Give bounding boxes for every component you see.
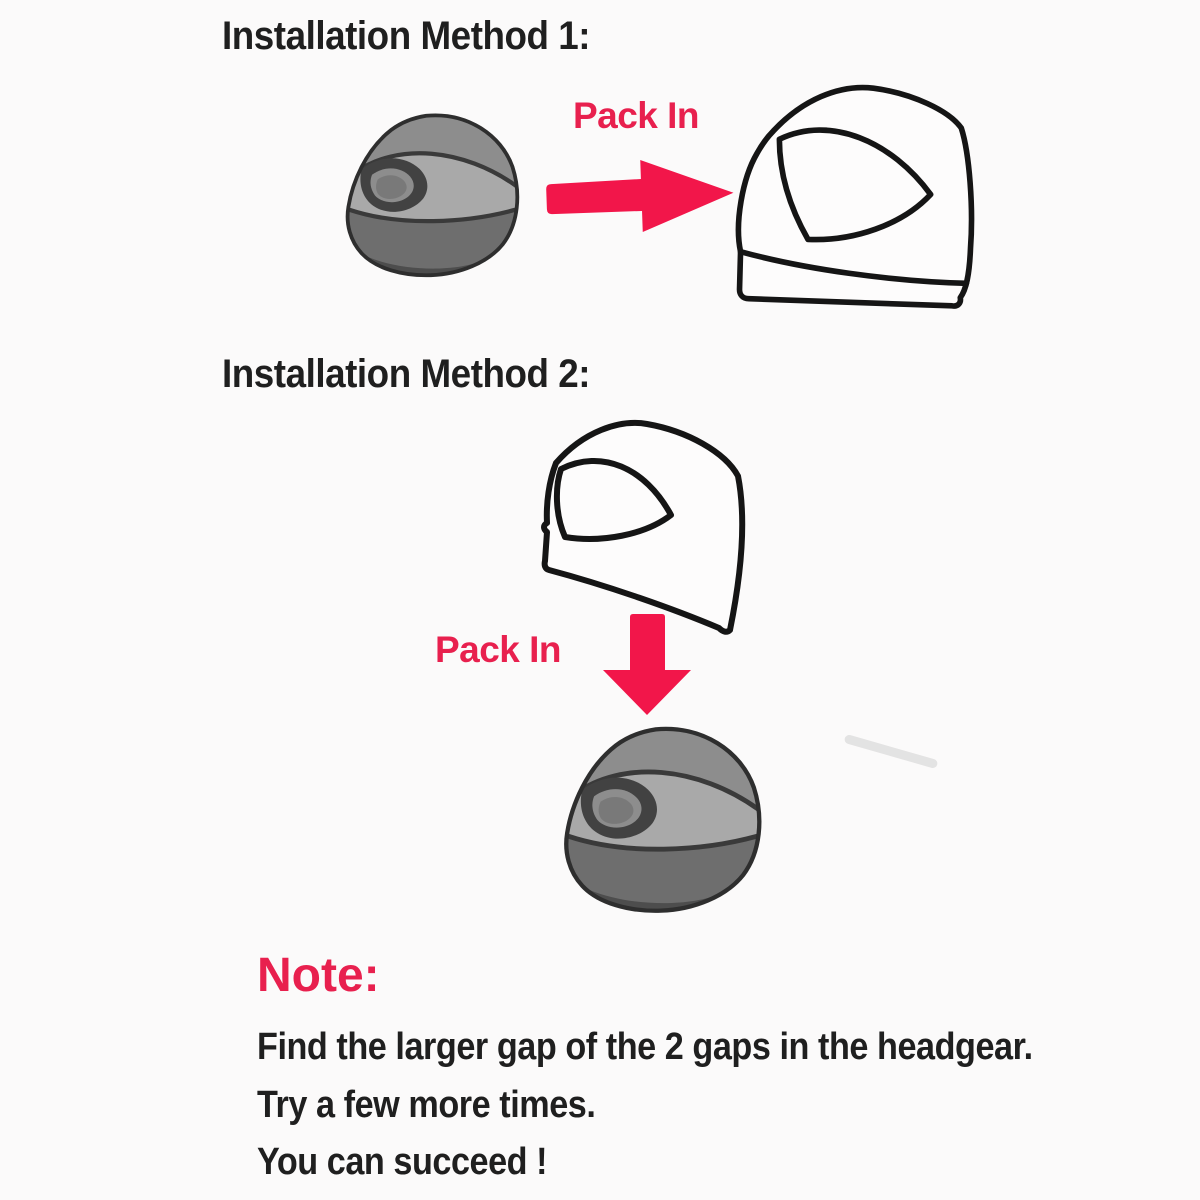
helmet-cover-outline-icon [732,80,978,313]
note-line: Find the larger gap of the 2 gaps in the headgear. [257,1026,1033,1068]
note-line: You can succeed ! [257,1141,548,1183]
method-1-pack-in-label: Pack In [572,95,700,136]
method-2-title: Installation Method 2: [222,352,591,396]
note-title: Note: [257,949,380,1002]
helmet-icon [551,725,769,915]
note-line: Try a few more times. [257,1084,596,1126]
arrow-right-icon [542,153,741,240]
method-1-title: Installation Method 1: [222,14,591,58]
faint-streak-artifact [844,734,939,769]
helmet-cover-outline-icon [539,419,751,637]
method-2-pack-in-label: Pack In [434,629,562,670]
arrow-down-icon [600,613,694,717]
helmet-icon [334,112,526,279]
